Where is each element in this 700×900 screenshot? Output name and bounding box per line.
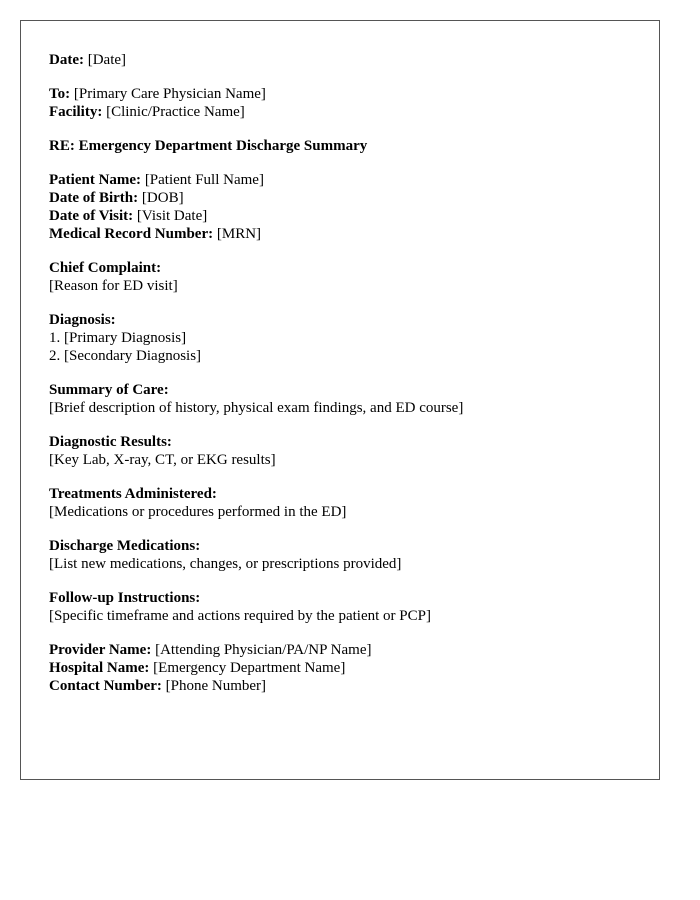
date-section xyxy=(49,51,631,69)
visit-date-label: Date of Visit: xyxy=(49,208,134,224)
date-line xyxy=(49,51,631,69)
diagnosis-item-secondary: 2. [Secondary Diagnosis] xyxy=(49,348,202,364)
patient-name-value: [Patient Full Name] xyxy=(144,172,264,188)
to-label: To: xyxy=(49,86,71,102)
subject-line: RE: Emergency Department Discharge Summary xyxy=(49,138,368,154)
patient-name-line xyxy=(49,171,631,189)
date-label: Date: xyxy=(49,52,84,68)
treatments-label: Treatments Administered: xyxy=(49,486,217,502)
contact-number-label: Contact Number: xyxy=(49,678,162,694)
patient-info-section xyxy=(49,171,631,243)
treatments-section xyxy=(49,485,631,521)
mrn-line xyxy=(49,225,631,243)
summary-of-care-value: [Brief description of history, physical exam findings, and ED course] xyxy=(49,400,464,416)
follow-up-label: Follow-up Instructions: xyxy=(49,590,201,606)
provider-name-value: [Attending Physician/PA/NP Name] xyxy=(155,642,372,658)
contact-number-line xyxy=(49,677,631,695)
diagnostic-results-section xyxy=(49,433,631,469)
summary-of-care-section xyxy=(49,381,631,417)
follow-up-value: [Specific timeframe and actions required by the patient or PCP] xyxy=(49,608,431,624)
subject-section xyxy=(49,137,631,155)
facility-line xyxy=(49,103,631,121)
diagnosis-item-primary: 1. [Primary Diagnosis] xyxy=(49,330,187,346)
recipient-section xyxy=(49,85,631,121)
facility-label: Facility: xyxy=(49,104,103,120)
patient-name-label: Patient Name: xyxy=(49,172,142,188)
discharge-medications-label: Discharge Medications: xyxy=(49,538,201,554)
date-value: [Date] xyxy=(87,52,127,68)
provider-section xyxy=(49,641,631,695)
diagnostic-results-label: Diagnostic Results: xyxy=(49,434,172,450)
to-value: [Primary Care Physician Name] xyxy=(73,86,266,102)
facility-value: [Clinic/Practice Name] xyxy=(106,104,245,120)
discharge-medications-value: [List new medications, changes, or prescriptions provided] xyxy=(49,556,402,572)
diagnostic-results-value: [Key Lab, X-ray, CT, or EKG results] xyxy=(49,452,276,468)
hospital-name-value: [Emergency Department Name] xyxy=(153,660,346,676)
summary-of-care-label: Summary of Care: xyxy=(49,382,169,398)
hospital-name-label: Hospital Name: xyxy=(49,660,150,676)
visit-date-value: [Visit Date] xyxy=(136,208,208,224)
to-line xyxy=(49,85,631,103)
diagnosis-label: Diagnosis: xyxy=(49,312,116,328)
dob-line xyxy=(49,189,631,207)
chief-complaint-label: Chief Complaint: xyxy=(49,260,162,276)
diagnosis-section xyxy=(49,311,631,365)
chief-complaint-section xyxy=(49,259,631,295)
mrn-value: [MRN] xyxy=(216,226,262,242)
discharge-medications-section xyxy=(49,537,631,573)
dob-label: Date of Birth: xyxy=(49,190,139,206)
visit-date-line xyxy=(49,207,631,225)
contact-number-value: [Phone Number] xyxy=(165,678,267,694)
treatments-value: [Medications or procedures performed in the ED] xyxy=(49,504,347,520)
hospital-name-line xyxy=(49,659,631,677)
dob-value: [DOB] xyxy=(141,190,184,206)
chief-complaint-value: [Reason for ED visit] xyxy=(49,278,178,294)
follow-up-section xyxy=(49,589,631,625)
provider-name-label: Provider Name: xyxy=(49,642,152,658)
mrn-label: Medical Record Number: xyxy=(49,226,214,242)
discharge-letter xyxy=(20,20,660,780)
provider-name-line xyxy=(49,641,631,659)
